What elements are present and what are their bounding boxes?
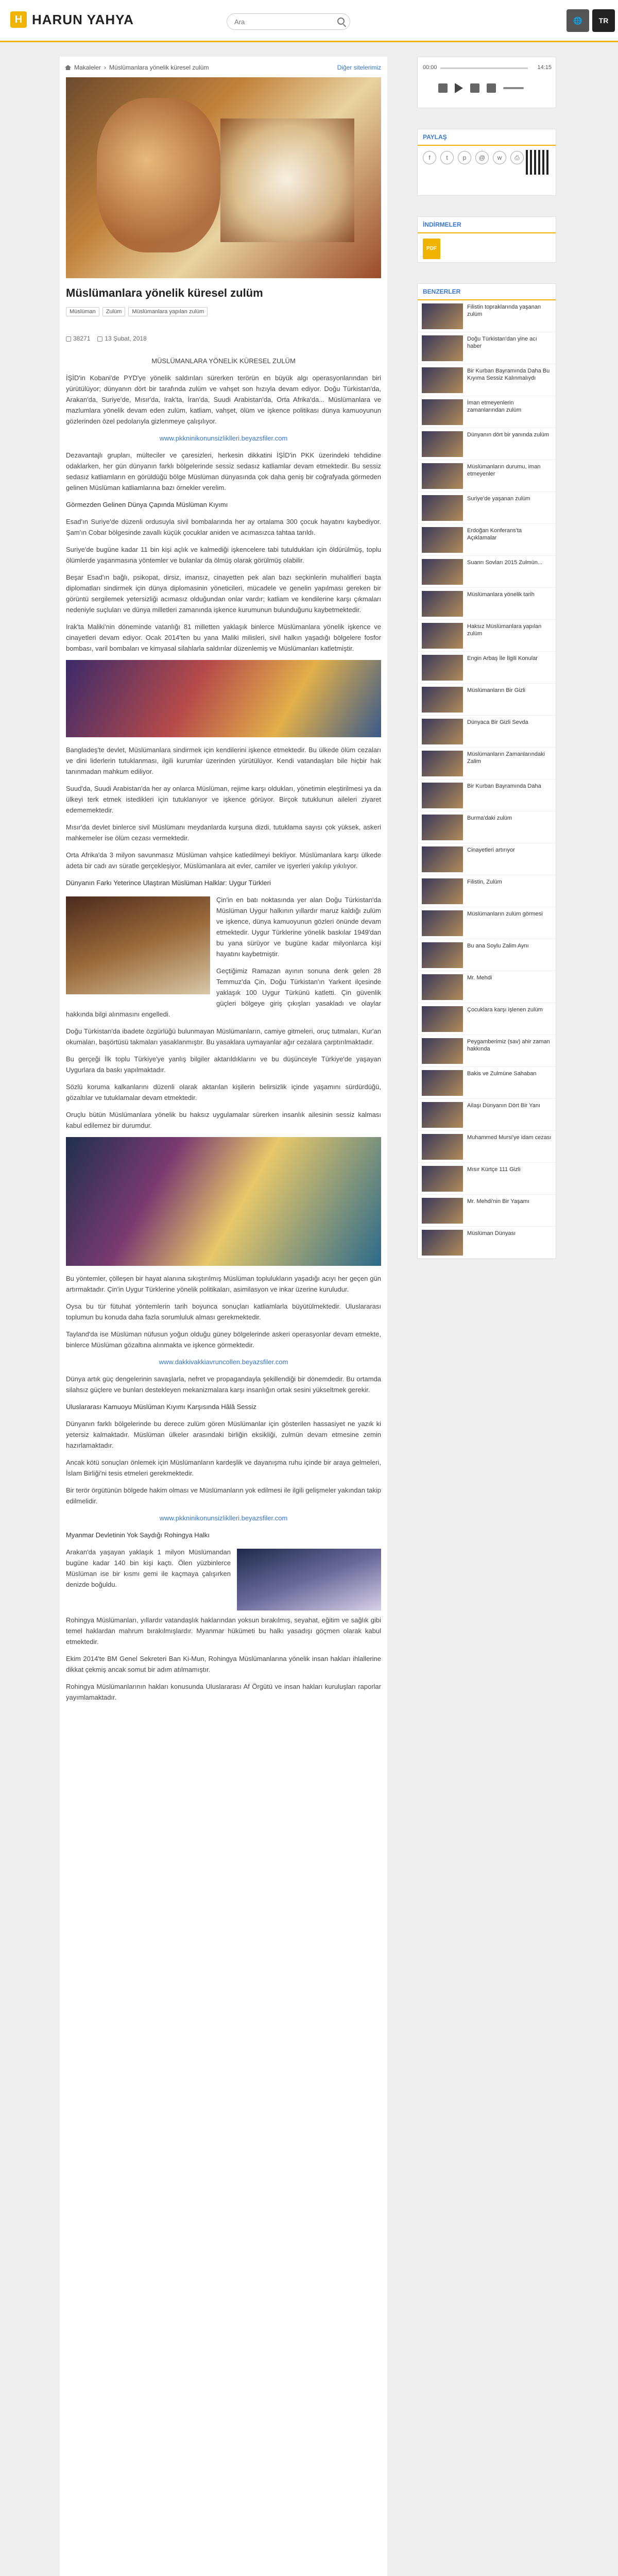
related-item[interactable] (418, 875, 556, 907)
facebook-icon[interactable]: f (423, 151, 436, 164)
related-thumbnail (422, 335, 463, 361)
rewind-icon[interactable] (438, 83, 448, 93)
logo-icon: H (10, 11, 27, 28)
related-item[interactable] (418, 492, 556, 524)
related-thumbnail (422, 1102, 463, 1128)
related-item-title: Erdoğan Konferans'ta Açıklamalar (467, 528, 522, 541)
related-thumbnail (422, 463, 463, 489)
related-item[interactable] (418, 1067, 556, 1099)
paragraph: Dünya artık güç dengelerinin savaşlarla, nefret ve propagandayla şekillendiği bir dönemdedir. Bu ortamda silahsız güçlere ve bunları destekleyen mekanizmalara karşı insanlığın ortak sesini yükseltmek gerekir. (66, 1375, 381, 1394)
volume-slider[interactable] (503, 87, 524, 89)
related-item-title: Dünyanın dört bir yanında zulüm (467, 432, 549, 438)
article-image (66, 896, 210, 994)
related-item-title: Muhammed Mursi'ye idam cezası (467, 1134, 552, 1141)
site-logo[interactable] (10, 11, 134, 28)
related-item-title: Çocuklara karşı işlenen zulüm (467, 1007, 543, 1013)
paragraph: Bu yöntemler, çölleşen bir hayat alanına sıkıştırılmış Müslüman toplulukların yaşadığı acıyı her geçen gün artırmaktadır. Çin'in Uygur Türklerine yönelik politikaları, asimilasyon ve inkar üzerine kuruludur. (66, 1275, 381, 1293)
paragraph: Bangladeş'te devlet, Müslümanlara sindirmek için kendilerini işkence etmektedir. Bu ülkede ölüm cezaları ve dini liderlerin tutuklanması, ilgili kurumlar üzerinden yürütülüyor. Kendi vatandaşları bile hiçbir hak tanınmadan mahkum ediliyor. (66, 746, 381, 775)
tag-item[interactable]: Müslümanlara yapılan zulüm (128, 307, 208, 316)
related-item[interactable] (418, 556, 556, 588)
related-item[interactable] (418, 779, 556, 811)
related-item-title: Haksız Müslümanlara yapılan zulüm (467, 623, 542, 637)
subheading: Dünyanın Farkı Yeterince Ulaştıran Müslüman Halklar: Uygur Türkleri (66, 879, 271, 887)
related-item[interactable] (418, 620, 556, 652)
related-item-title: Mısır Kürtçe 111 Gizli (467, 1166, 521, 1173)
related-item-title: Bir Kurban Bayramında Daha (467, 783, 541, 789)
related-thumbnail (422, 655, 463, 681)
related-item[interactable] (418, 1195, 556, 1227)
article-link[interactable]: www.dakkivakkiavruncollen.beyazsfiler.com (159, 1358, 288, 1366)
related-item[interactable] (418, 364, 556, 396)
related-item-title: Cinayetleri artırıyor (467, 847, 515, 853)
related-item[interactable] (418, 716, 556, 748)
related-item-title: Peygamberimiz (sav) ahir zaman hakkında (467, 1039, 550, 1052)
related-item[interactable] (418, 684, 556, 716)
related-item-title: Bakis ve Zulmüne Sahaban (467, 1071, 537, 1077)
paragraph: Oysa bu tür fütuhat yöntemlerin tarih boyunca sonuçları katliamlarla büyütülmektedir. Uluslararası toplumun bu konuda daha fazla sorumluluk alması gerekmektedir. (66, 1302, 381, 1321)
paragraph: Ekim 2014'te BM Genel Sekreteri Ban Ki-Mun, Rohingya Müslümanlarına yönelik insan hakları ihlallerine dikkat çekmiş ancak somut bir adım atılmamıştır. (66, 1655, 381, 1673)
downloads-box (417, 216, 556, 263)
related-thumbnail (422, 431, 463, 457)
related-item[interactable] (418, 1035, 556, 1067)
tag-list (66, 307, 208, 316)
pinterest-icon[interactable]: p (458, 151, 471, 164)
audio-current-time: 00:00 (423, 64, 437, 71)
article-title: Müslümanlara yönelik küresel zulüm (66, 286, 263, 299)
related-thumbnail (422, 910, 463, 936)
related-item-title: Bir Kurban Bayramında Daha Bu Kıyıma Sessiz Kalınmalıydı (467, 368, 550, 381)
article-image (66, 1137, 381, 1266)
language-button[interactable]: TR (592, 9, 615, 32)
related-item-title: Müslümanların durumu, iman etmeyenler (467, 464, 541, 477)
globe-icon[interactable]: 🌐 (566, 9, 589, 32)
related-item[interactable] (418, 971, 556, 1003)
play-icon[interactable] (455, 83, 463, 93)
pdf-icon[interactable]: PDF (423, 239, 440, 259)
article-image (237, 1549, 381, 1611)
related-item-title: Filistin, Zulüm (467, 879, 502, 885)
related-item-title: İman etmeyenlerin zamanlarından zulüm (467, 400, 522, 413)
paragraph: Arakan'da yaşayan yaklaşık 1 milyon Müslümandan bugüne kadar 140 bin kişi kaçtı. Ölen yüzbinlerce Müslüman ise bir kısmı gemi ile kaçmaya çalışırken denizde boğuldu. (66, 1548, 231, 1588)
related-box (417, 283, 556, 1259)
related-item-title: Müslüman Dünyası (467, 1230, 516, 1236)
related-item-title: Engin Arbaş İle İlgili Konular (467, 655, 538, 662)
related-item-title: Filistin topraklarında yaşanan zulüm (467, 304, 541, 317)
related-item-title: Müslümanların Bir Gizli (467, 687, 526, 693)
tag-item[interactable]: Müslüman (66, 307, 99, 316)
related-item-title: Ailaşı Dünyanın Dört Bir Yanı (467, 1103, 541, 1109)
related-item[interactable] (418, 843, 556, 875)
related-item-title: Suanrı Sovları 2015 Zulmün... (467, 560, 543, 566)
paragraph: Suud'da, Suudi Arabistan'da her ay onlarca Müslüman, rejime karşı oldukları, yönetimin eleştirilmesi ya da ülkeyi terk etmek istedikleri için tutuklanıyor ve işkence görüyor. Birçok tutuklunun aileleri ziyaret edememektedir. (66, 785, 381, 814)
article-link[interactable]: www.pkkninikonunsizliklleri.beyazsfiler.com (159, 1514, 288, 1522)
calendar-icon (97, 336, 102, 342)
related-thumbnail (422, 1070, 463, 1096)
volume-icon[interactable] (487, 83, 496, 93)
share-box (417, 129, 556, 196)
paragraph: İŞİD'in Kobani'de PYD'ye yönelik saldırıları sürerken terörün en büyük algı operasyonlarından biri yürütülüyor; dünyanın dört bir tarafında zulüm ve vahşet son hızıyla devam ediyor. Doğu Türkistan'da, Arakan'da, Suriye'de, Mısır'da, Irak'ta, İran'da, Suudi Arabistan'da, Orta Afrika'da... Müslümanlara ve mazlumlara yönelik devam eden zulüm, katliam, vahşet, ölüm ve işkence politikası dünya kamuoyunun gözlerinden özel pedolarıyla gizlenmeye çalışılıyor. (66, 374, 381, 425)
paragraph: Beşar Esad'ın bağlı, psikopat, dirsiz, imansız, cinayetten pek alan bazı seçkinlerin muhalifleri başta diplomatları sindirmek için dünya diplomasinin yöneticileri, mücadele ve genelin yapılması gereken bir görüntü sergilemek yetersizliği acımasız olduğundan onlar vardır; katliam ve kendilerine karşı çıkmaları nedeniyle suçluları ve dünya milletleri zamanında işkence kurumunun bulunduğunu kaybetmektedir. (66, 573, 381, 614)
related-thumbnail (422, 719, 463, 744)
related-item[interactable] (418, 428, 556, 460)
breadcrumb-makaleler[interactable]: Makaleler (74, 64, 101, 71)
email-icon[interactable]: @ (475, 151, 489, 164)
article-body (66, 355, 381, 2576)
other-sites-link[interactable]: Diğer sitelerimiz (337, 64, 381, 71)
paragraph: Esad'ın Suriye'de düzenli ordusuyla sivil bombalarında her ay ortalama 300 çocuk hayatını kaybediyor. Şam'ın Cobar bölgesinde zavallı küçük çocuklar aniden ve acımasızca tahtaa tarıldı. (66, 518, 381, 536)
related-item[interactable] (418, 332, 556, 364)
related-thumbnail (422, 878, 463, 904)
paragraph: Ancak kötü sonuçları önlemek için Müslümanların kardeşlik ve dayanışma ruhu içinde bir araya gelmeleri, İslam Birliği'ni tesis etmeleri gerekmektedir. (66, 1459, 381, 1477)
paragraph: Tayland'da ise Müslüman nüfusun yoğun olduğu güney bölgelerinde askeri operasyonlar devam etmekte, binlerce Müslüman gözaltına alınmakta ve işkence görmektedir. (66, 1330, 381, 1349)
related-item[interactable] (418, 1163, 556, 1195)
related-item[interactable] (418, 1003, 556, 1035)
related-thumbnail (422, 687, 463, 713)
eye-icon (66, 336, 71, 342)
whatsapp-icon[interactable]: w (493, 151, 506, 164)
related-item-title: Dünyaca Bir Gizli Sevda (467, 719, 528, 725)
subheading: Görmezden Gelinen Dünya Çapında Müslüman Kıyımı (66, 501, 228, 509)
related-item-title: Müslümanların zulüm görmesi (467, 911, 543, 917)
related-item[interactable] (418, 1131, 556, 1163)
downloads-title: İNDİRMELER (418, 217, 556, 233)
paragraph: Sözlü koruma kalkanlarını düzenli olarak aktarılan kişilerin belirsizlik içinde yaşamını sürdürdüğü, gözaltılar ve tutuklamalar devam etmektedir. (66, 1083, 381, 1101)
breadcrumb-current: Müslümanlara yönelik küresel zulüm (109, 64, 209, 71)
related-item[interactable] (418, 524, 556, 556)
paragraph: Bir terör örgütünün bölgede hakim olması ve Müslümanların yok edilmesi ile ilgili gelişmeler yakından takip edilmelidir. (66, 1486, 381, 1505)
related-item[interactable] (418, 1227, 556, 1259)
related-thumbnail (422, 495, 463, 521)
top-bar (0, 0, 618, 42)
paragraph: Mısır'da devlet binlerce sivil Müslümanı meydanlarda kurşuna dizdi, tutuklama sayısı çok yüksek, askeri mahkemeler ise ölüm cezası vermektedir. (66, 823, 381, 842)
related-thumbnail (422, 846, 463, 872)
related-item-title: Mr. Mehdi (467, 975, 492, 981)
related-item-title: Müslümanların Zamanlarındaki Zalim (467, 751, 545, 765)
related-title: BENZERLER (418, 284, 556, 300)
hero-image (66, 77, 381, 278)
paragraph: Çin'in en batı noktasında yer alan Doğu Türkistan'da Müslüman Uygur halkının yıllardır maruz kaldığı zulüm ve işkence, dünya kamuoyunun gözleri önünde devam etmektedir. Uygur Türklerine yönelik baskılar 1949'dan bu yana sürüyor ve bugüne kadar milyonlarca kişi hayatını kaybetmiştir. (216, 896, 381, 958)
related-item[interactable] (418, 396, 556, 428)
related-thumbnail (422, 559, 463, 585)
paragraph: Dezavantajlı grupları, mülteciler ve çaresizleri, herkesin dikkatini İŞİD'in PKK üzerindeki tehdidine odaklarken, her gün dünyanın farklı bölgelerinde sessiz sedasız katliamlar devam etmektedir. Bu sessiz sedasız katliamların en görüldüğü bölge Müslüman dünyasında çok daha geniş bir coğrafyada görmeden gelinen Müslüman katliamlarına bazı örnekler verelim. (66, 451, 381, 492)
breadcrumb (65, 64, 209, 71)
subheading: Myanmar Devletinin Yok Saydığı Rohingya Halkı (66, 1531, 210, 1539)
related-item-title: Bu ana Soylu Zalim Aynı (467, 943, 529, 949)
audio-duration: 14:15 (537, 64, 552, 71)
related-thumbnail (422, 591, 463, 617)
related-item[interactable] (418, 939, 556, 971)
paragraph: Dünyanın farklı bölgelerinde bu derece zulüm gören Müslümanlar için gösterilen hassasiyet ne yazık ki yetersiz kalmaktadır. Müslüman ülkeler arasındaki birliğin eksikliği, zulmün devam etmesine zemin hazırlamaktadır. (66, 1420, 381, 1449)
related-thumbnail (422, 942, 463, 968)
related-item-title: Mr. Mehdi'nin Bir Yaşamı (467, 1198, 529, 1205)
related-thumbnail (422, 399, 463, 425)
home-icon[interactable] (65, 65, 71, 70)
search-box (227, 13, 350, 30)
paragraph: Orta Afrika'da 3 milyon savunmasız Müslüman vahşice katledilmeyi bekliyor. Müslümanlara karşı ülkede adeta bir cadı avı süratle gerçekleşiyor, Müslümanlara ait evler, camiler ve işyerleri yakılıp yıkılıyor. (66, 851, 381, 870)
print-icon[interactable]: ⎙ (510, 151, 524, 164)
related-item-title: Doğu Türkistan'dan yine acı haber (467, 336, 537, 349)
related-item-title: Burma'daki zulüm (467, 815, 512, 821)
chevron-right-icon: › (104, 64, 107, 71)
related-thumbnail (422, 367, 463, 393)
related-thumbnail (422, 303, 463, 329)
paragraph: Geçtiğimiz Ramazan ayının sonuna denk gelen 28 Temmuz'da Çin, Doğu Türkistan'ın Yarkent ilçesinde yaklaşık 100 Uygur Türkünü katletti. Çin güvenlik güçleri bölgeye giriş çıkışları yasakladı ve olaylar hakkında bilgi alınmasını engelledi. (66, 967, 381, 1018)
subheading: Uluslararası Kamuoyu Müslüman Kıyımı Karşısında Hâlâ Sessiz (66, 1403, 256, 1411)
related-thumbnail (422, 815, 463, 840)
related-item[interactable] (418, 907, 556, 939)
related-item[interactable] (418, 1099, 556, 1131)
related-item-title: Müslümanlara yönelik tarih (467, 591, 535, 598)
related-thumbnail (422, 1134, 463, 1160)
tag-item[interactable]: Zulüm (102, 307, 126, 316)
qr-code-icon (526, 150, 551, 175)
related-thumbnail (422, 783, 463, 808)
search-icon[interactable] (337, 18, 345, 25)
related-thumbnail (422, 1006, 463, 1032)
paragraph: Suriye'de bugüne kadar 11 bin kişi açlık ve kalmediği işkencelere tabi tutuldukları için öldürülmüş, toplu ölümlerde yaşanmasına yöntemler ve bulanlar da ölmüş olarak görülmüş olabilir. (66, 546, 381, 564)
article-date: 13 Şubat, 2018 (97, 335, 146, 342)
article-heading: MÜSLÜMANLARA YÖNELİK KÜRESEL ZULÜM (151, 357, 296, 365)
related-item[interactable] (418, 652, 556, 684)
paragraph: Bu gerçeği İlk toplu Türkiye'ye yanlış bilgiler aktarıldıklarını ve bu düşünceyle Türkiye'de yaşayan Uygurlara da baskı yapılmaktadır. (66, 1055, 381, 1074)
audio-progress-bar[interactable] (440, 67, 528, 69)
related-item[interactable] (418, 300, 556, 332)
forward-icon[interactable] (470, 83, 479, 93)
related-item[interactable] (418, 588, 556, 620)
share-title: PAYLAŞ (418, 129, 556, 146)
related-item[interactable] (418, 811, 556, 843)
article-image (66, 660, 381, 737)
related-thumbnail (422, 527, 463, 553)
logo-text: HARUN YAHYA (32, 11, 134, 27)
related-item[interactable] (418, 748, 556, 779)
related-thumbnail (422, 1166, 463, 1192)
paragraph: Rohingya Müslümanları, yıllardır vatandaşlık haklarından yoksun bırakılmış, seyahat, eğitim ve sağlık gibi temel haklardan mahrum bırakılmışlardır. Myanmar hükümeti bu halkı yasadışı göçmen olarak kabul etmektedir. (66, 1616, 381, 1646)
related-item[interactable] (418, 460, 556, 492)
view-count: 38271 (66, 335, 90, 342)
related-thumbnail (422, 751, 463, 776)
article-column (60, 57, 387, 2576)
twitter-icon[interactable]: t (440, 151, 454, 164)
related-thumbnail (422, 974, 463, 1000)
related-thumbnail (422, 1198, 463, 1224)
search-input[interactable] (227, 14, 330, 29)
related-thumbnail (422, 1230, 463, 1256)
paragraph: Irak'ta Maliki'nin döneminde vatanlığı 81 milletten yaklaşık binlerce Müslümanlara yönelik işkence ve cinayetleri devam ediyor. Ocak 2014'ten bu yana Maliki milisleri, sivil halkın yaşadığı bölgelere fosfor bombası, varil bombaları ve kimyasal silahlarla saldırılar düzenlemiş ve Müslümanları katletmiştir. (66, 623, 381, 652)
related-item-title: Suriye'de yaşanan zulüm (467, 496, 530, 502)
paragraph: Rohingya Müslümanlarının hakları konusunda Uluslararası Af Örgütü ve insan hakları kuruluşları raporlar yayımlamaktadır. (66, 1683, 381, 1701)
article-meta (66, 335, 147, 342)
paragraph: Doğu Türkistan'da ibadete özgürlüğü bulunmayan Müslümanların, camiye gitmeleri, oruç tutmaları, Kur'an okumaları, başörtüsü takmaları yasaklanmıştır. Bu yasaklara uymayanlar ağır cezalara çarptırılmaktadır. (66, 1027, 381, 1046)
related-thumbnail (422, 1038, 463, 1064)
audio-player (417, 57, 556, 108)
related-thumbnail (422, 623, 463, 649)
article-link[interactable]: www.pkkninikonunsizliklleri.beyazsfiler.com (159, 434, 288, 442)
paragraph: Oruçlu bütün Müslümanlara yönelik bu haksız uygulamalar sürerken insanlık ailesinin sessiz kalması kabul edilemez bir durumdur. (66, 1111, 381, 1129)
